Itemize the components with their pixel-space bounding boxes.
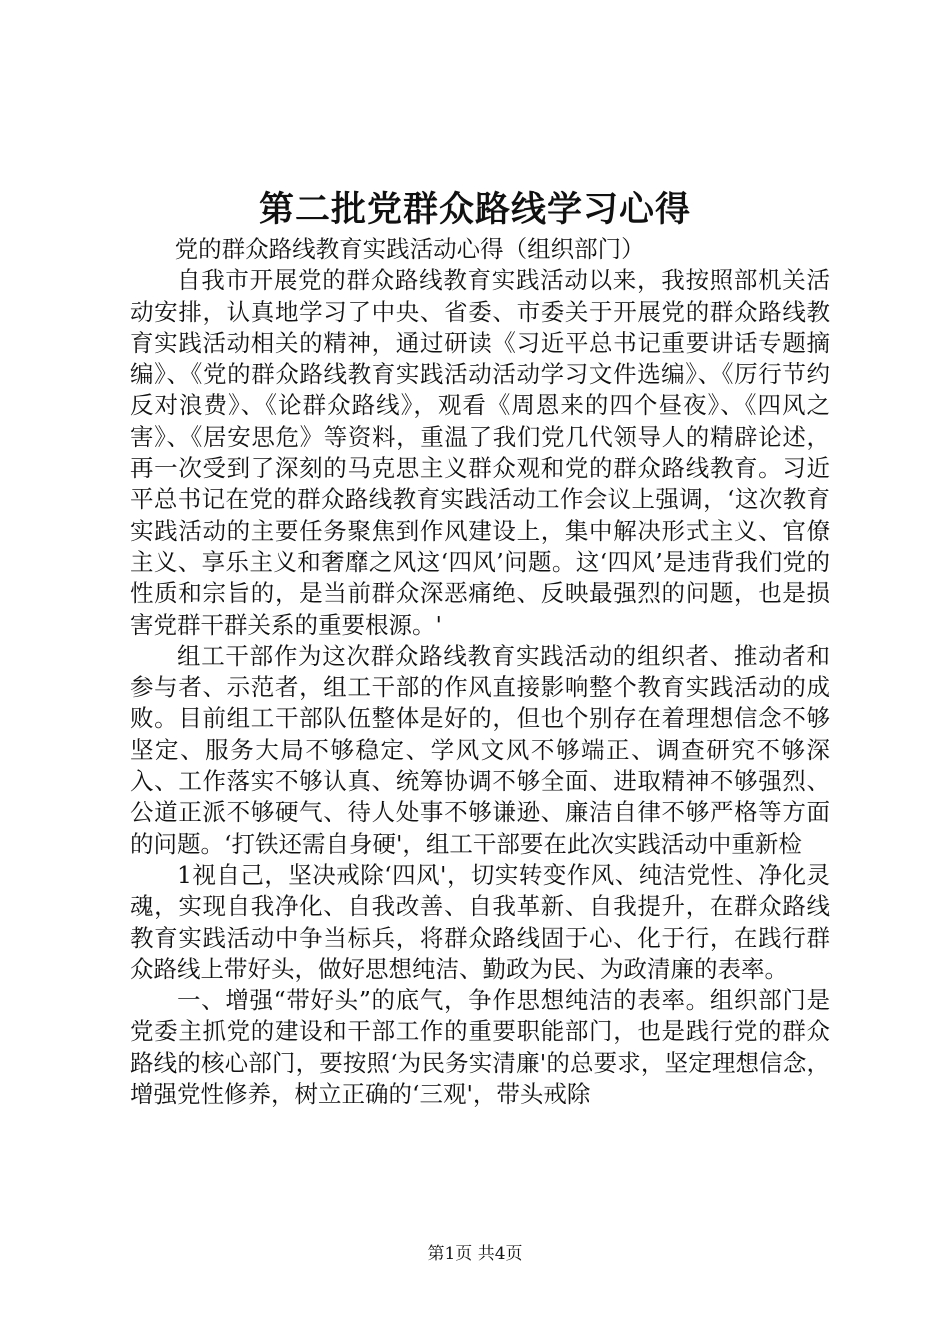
document-title: 第二批党群众路线学习心得 — [258, 189, 691, 230]
body-paragraph-3: 1视自己，坚决戒除‘四风'，切实转变作风、纯洁党性、净化灵魂，实现自我净化、自我改善、自我革新、自我提升，在群众路线教育实践活动中争当标兵，将群众路线固于心、化于行，在践行群众路线上带好头，做好思想纯洁、勤政为民、为政清廉的表率。 — [130, 860, 830, 983]
page-footer: 第1页 共4页 — [427, 1244, 523, 1264]
body-paragraph-1: 自我市开展党的群众路线教育实践活动以来，我按照部机关活动安排，认真地学习了中央、省委、市委关于开展党的群众路线教育实践活动相关的精神，通过研读《习近平总书记重要讲话专题摘编》、《党的群众路线教育实践活动活动学习文件选编》、《厉行节约反对浪费》、《论群众路线》，观看《周恩来的四个昼夜》、《四风之害》、《居安思危》等资料，重温了我们党几代领导人的精辟论述，再一次受到了深刻的马克思主义群众观和党的群众路线教育。习近平总书记在党的群众路线教育实践活动工作会议上强调，‘这次教育实践活动的主要任务聚焦到作风建设上，集中解决形式主义、官僚主义、享乐主义和奢靡之风这‘四风’问题。这‘四风’是违背我们党的性质和宗旨的，是当前群众深恶痛绝、反映最强烈的问题，也是损害党群干群关系的重要根源。' — [130, 266, 830, 639]
body-paragraph-2: 组工干部作为这次群众路线教育实践活动的组织者、推动者和参与者、示范者，组工干部的作风直接影响整个教育实践活动的成败。目前组工干部队伍整体是好的，但也个别存在着理想信念不够坚定、服务大局不够稳定、学风文风不够端正、调查研究不够深入、工作落实不够认真、统筹协调不够全面、进取精神不够强烈、公道正派不够硬气、待人处事不够谦逊、廉洁自律不够严格等方面的问题。‘打铁还需自身硬'，组工干部要在此次实践活动中重新检 — [130, 641, 830, 858]
body-paragraph-4: 一、增强“带好头”的底气，争作思想纯洁的表率。组织部门是党委主抓党的建设和干部工作的重要职能部门，也是践行党的群众路线的核心部门，要按照‘为民务实清廉'的总要求，坚定理想信念，增强党性修养，树立正确的‘三观'，带头戒除 — [130, 986, 830, 1109]
document-subtitle: 党的群众路线教育实践活动心得（组织部门） — [174, 235, 645, 263]
document-body — [130, 234, 830, 1110]
